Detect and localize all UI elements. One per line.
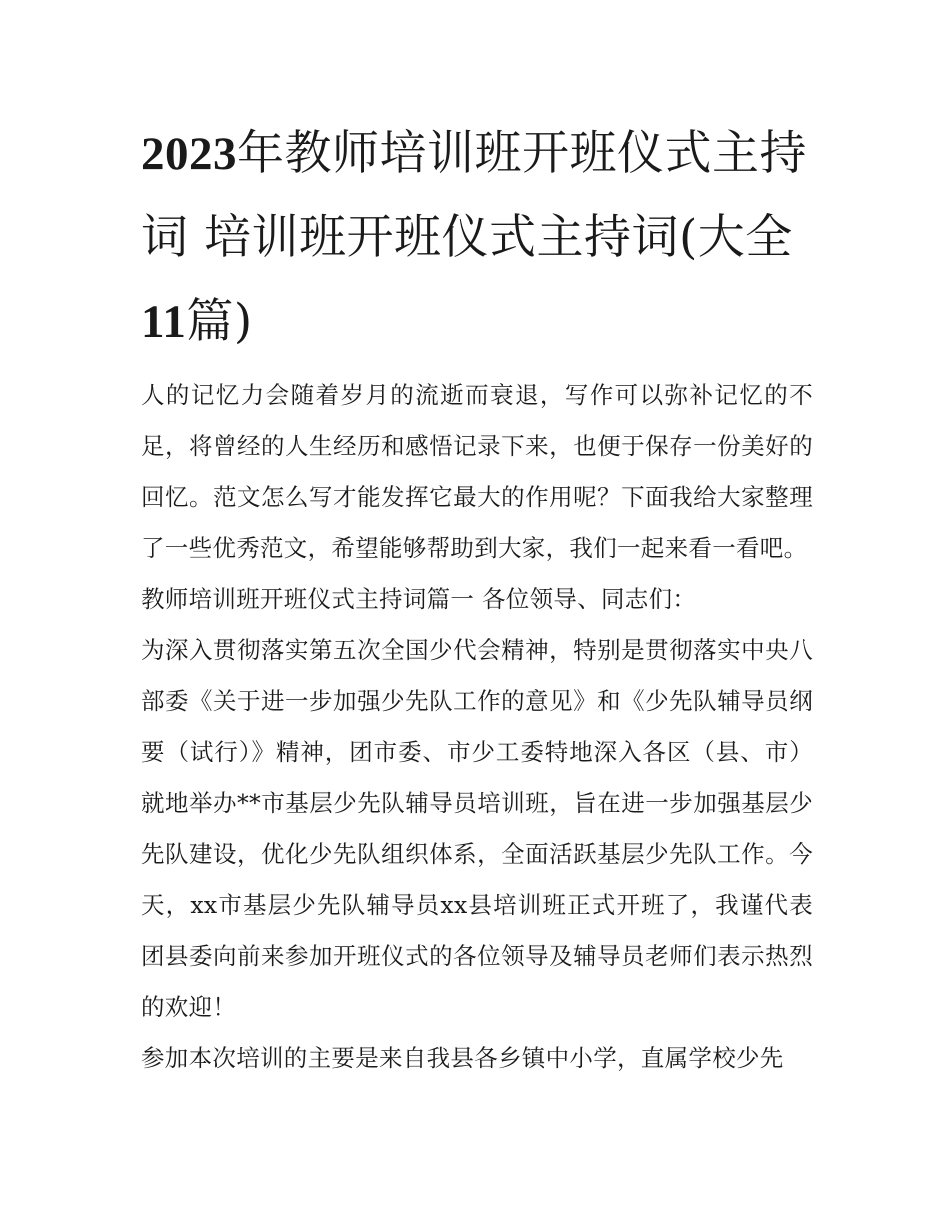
paragraph-intro: 人的记忆力会随着岁月的流逝而衰退，写作可以弥补记忆的不足，将曾经的人生经历和感悟记录下来，也便于保存一份美好的回忆。范文怎么写才能发挥它最大的作用呢？下面我给大家整理了一些优秀范文，希望能够帮助到大家，我们一起来看一看吧。 xyxy=(141,381,813,562)
title-suffix: 篇) xyxy=(186,294,253,349)
paragraph-main: 为深入贯彻落实第五次全国少代会精神，特别是贯彻落实中央八部委《关于进一步加强少先队工作的意见》和《少先队辅导员纲要（试行）》精神，团市委、市少工委特地深入各区（县、市）就地举办**市基层少先队辅导员培训班，旨在进一步加强基层少先队建设，优化少先队组织体系，全面活跃基层少先队工作。今天，xx市基层少先队辅导员xx县培训班正式开班了，我谨代表团县委向前来参加开班仪式的各位领导及辅导员老师们表示热烈的欢迎！ xyxy=(141,636,813,1021)
title-count: 11 xyxy=(141,296,187,348)
document-body xyxy=(141,370,813,1084)
title-text: 年教师培训班开班仪式主持词 培训班开班仪式主持词(大全 xyxy=(141,126,807,265)
title-year: 2023 xyxy=(141,128,237,180)
paragraph-section-heading: 教师培训班开班仪式主持词篇一 各位领导、同志们： xyxy=(141,585,697,613)
paragraph-continued: 参加本次培训的主要是来自我县各乡镇中小学，直属学校少先 xyxy=(141,1044,784,1072)
document-title xyxy=(141,112,813,364)
document-page xyxy=(141,112,813,1084)
